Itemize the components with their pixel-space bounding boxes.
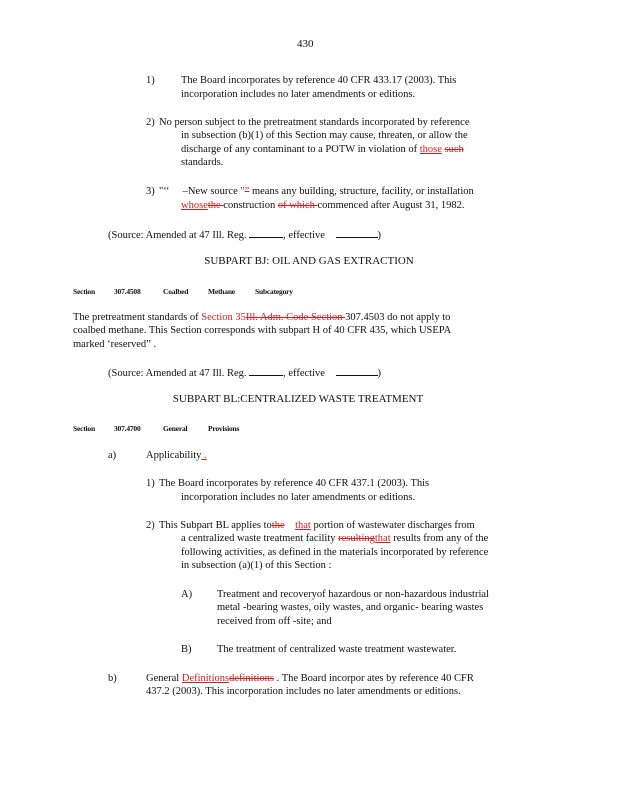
item-text-line: No person subject to the pretreatment standards incorporated by reference: [159, 117, 470, 128]
subsection-letter: a): [108, 450, 117, 461]
item-number: 2): [146, 520, 155, 531]
inserted-text: those: [419, 144, 442, 155]
section-label: Section: [73, 424, 95, 433]
text-run: The pretreatment standards of: [73, 312, 202, 323]
section-number: 307.4700: [114, 424, 141, 433]
subsection-heading: [146, 449, 207, 462]
section-title-word: Methane: [208, 287, 235, 296]
inserted-text: .: [201, 450, 207, 461]
item-text-line: following activities, as defined in the materials incorporated by reference: [181, 547, 489, 558]
subsection-text-line: 437.2 (2003). This incorporation includes no later amendments or editions.: [146, 686, 461, 697]
source-text: (Source: Amended at 47 Ill. Reg.: [108, 230, 247, 241]
item-text-line: in subsection (b)(1) of this Section may cause, threaten, or allow the: [181, 130, 468, 141]
source-text: , effective: [283, 230, 325, 241]
deleted-text: such: [444, 144, 464, 155]
source-note: [108, 366, 381, 380]
item-text-line: [181, 199, 464, 212]
text-run: –New source: [182, 186, 241, 197]
text-run: portion of wastewater discharges from: [310, 520, 475, 531]
item-letter: A): [181, 589, 193, 600]
item-number: 3): [146, 186, 155, 197]
deleted-text: ”: [244, 186, 250, 197]
subpart-heading: SUBPART BL:CENTRALIZED WASTE TREATMENT: [172, 393, 424, 405]
subsection-letter: b): [108, 673, 117, 684]
item-text-line: incorporation includes no later amendments or editions.: [181, 89, 416, 100]
source-note: [108, 228, 381, 242]
item-text-line: [181, 143, 464, 156]
page-number: 430: [297, 38, 314, 50]
deleted-text: the: [271, 520, 285, 531]
text-run: commenced after August 31, 1982.: [317, 200, 465, 211]
text-run: . The Board incorpor ates by reference 40 CFR: [274, 673, 474, 684]
source-text: , effective: [283, 368, 325, 379]
item-text-line: received from off -site; and: [217, 616, 332, 627]
subsection-text-line: [146, 672, 474, 685]
item-text-line: [181, 532, 488, 545]
inserted-text: ": [240, 186, 245, 197]
text-run: results from any of the: [390, 533, 489, 544]
section-label: Section: [73, 287, 95, 296]
item-number: 1): [146, 478, 155, 489]
text-run: "‘‘: [159, 186, 170, 197]
text-run: General: [146, 673, 182, 684]
item-number: 1): [146, 75, 155, 86]
blank-line: [249, 228, 283, 238]
section-title-word: Coalbed: [163, 287, 189, 296]
heading-text: Applicability: [146, 450, 202, 461]
deleted-text: of which: [277, 200, 318, 211]
paragraph-line: coalbed methane. This Section corresponds with subpart H of 40 CFR 435, which USEPA: [73, 325, 452, 336]
item-text-line: Treatment and recoveryof hazardous or non-hazardous industrial: [217, 589, 489, 600]
section-title-word: Subcategory: [255, 287, 293, 296]
inserted-text: that: [374, 533, 391, 544]
text-run: a centralized waste treatment facility: [181, 533, 339, 544]
section-title-word: General: [163, 424, 188, 433]
item-text-line: incorporation includes no later amendments or editions.: [181, 492, 416, 503]
item-text-line: in subsection (a)(1) of this Section :: [181, 560, 332, 571]
item-text-line: The Board incorporates by reference 40 CFR 437.1 (2003). This: [159, 478, 430, 489]
inserted-text: Section 35: [201, 312, 246, 323]
paragraph-line: [73, 311, 450, 324]
text-run: discharge of any contaminant to a POTW in violation of: [181, 144, 420, 155]
deleted-text: definitions: [229, 673, 275, 684]
deleted-text: resulting: [338, 533, 375, 544]
section-title-word: Provisions: [208, 424, 240, 433]
item-text-line: standards.: [181, 157, 224, 168]
deleted-text: the: [207, 200, 224, 211]
source-text: (Source: Amended at 47 Ill. Reg.: [108, 368, 247, 379]
item-letter: B): [181, 644, 192, 655]
item-text-line: metal -bearing wastes, oily wastes, and organic- bearing wastes: [217, 602, 484, 613]
subpart-heading: SUBPART BJ: OIL AND GAS EXTRACTION: [204, 255, 414, 267]
section-number: 307.4508: [114, 287, 141, 296]
item-text-line: The Board incorporates by reference 40 CFR 433.17 (2003). This: [181, 75, 457, 86]
inserted-text: Definitions: [181, 673, 230, 684]
blank-line: [336, 228, 378, 238]
text-run: means any building, structure, facility, or installation: [249, 186, 474, 197]
source-text: ): [377, 368, 382, 379]
item-text-line: [159, 185, 474, 198]
paragraph-line: marked ‘reserved” .: [73, 339, 157, 350]
deleted-text: Ill. Adm. Code Section: [245, 312, 346, 323]
source-text: ): [377, 230, 382, 241]
item-text-line: [159, 519, 475, 532]
inserted-text: that: [295, 520, 311, 531]
item-number: 2): [146, 117, 155, 128]
blank-line: [336, 366, 378, 376]
item-text-line: The treatment of centralized waste treatment wastewater.: [217, 644, 457, 655]
inserted-text: whose: [181, 200, 208, 211]
blank-line: [249, 366, 283, 376]
text-run: This Subpart BL applies to: [159, 520, 272, 531]
text-run: 307.4503 do not apply to: [345, 312, 451, 323]
text-run: construction: [223, 200, 278, 211]
